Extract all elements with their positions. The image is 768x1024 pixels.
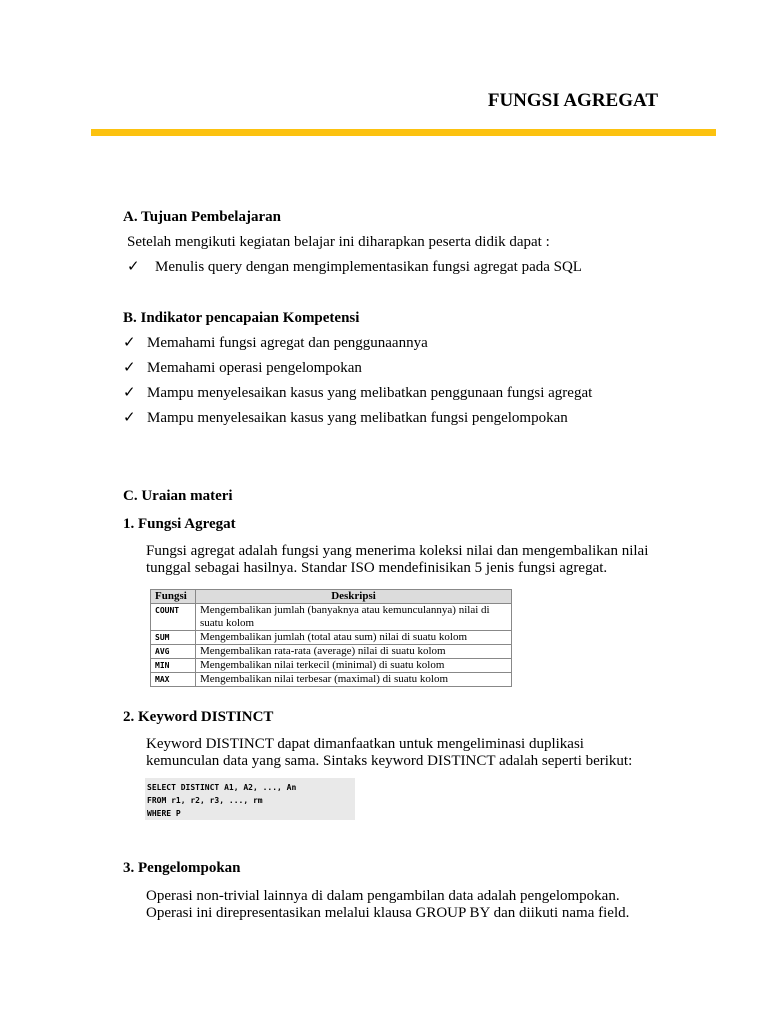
section-a-item [127, 259, 582, 276]
function-description-cell: Mengembalikan jumlah (banyaknya atau kemunculannya) nilai di suatu kolom [196, 604, 512, 631]
section-b-item-text: Memahami fungsi agregat dan penggunaannya [147, 335, 428, 351]
table-row [151, 673, 512, 687]
section-b-item [123, 385, 592, 402]
subsection-1-para-line2: tunggal sebagai hasilnya. Standar ISO mendefinisikan 5 jenis fungsi agregat. [146, 560, 608, 576]
checkmark-icon: ✓ [127, 259, 140, 275]
subsection-1-heading: 1. Fungsi Agregat [123, 516, 236, 532]
sql-syntax-block [145, 778, 355, 820]
table-row [151, 645, 512, 659]
table-header-row [151, 590, 512, 604]
table-row [151, 631, 512, 645]
section-a-heading: A. Tujuan Pembelajaran [123, 209, 281, 225]
checkmark-icon: ✓ [123, 360, 136, 376]
section-b-item-text: Mampu menyelesaikan kasus yang melibatkan penggunaan fungsi agregat [147, 385, 593, 401]
function-name-cell: MIN [151, 659, 196, 673]
checkmark-icon: ✓ [123, 385, 136, 401]
table-row [151, 604, 512, 631]
section-a-item-text: Menulis query dengan mengimplementasikan fungsi agregat pada SQL [155, 259, 582, 275]
section-a-intro: Setelah mengikuti kegiatan belajar ini diharapkan peserta didik dapat : [127, 234, 550, 250]
function-name-cell: MAX [151, 673, 196, 687]
table-row [151, 659, 512, 673]
section-b-item-text: Memahami operasi pengelompokan [147, 360, 362, 376]
function-name-cell: COUNT [151, 604, 196, 631]
checkmark-icon: ✓ [123, 335, 136, 351]
sql-line: SELECT DISTINCT A1, A2, ..., An [147, 783, 297, 792]
subsection-2-heading: 2. Keyword DISTINCT [123, 709, 274, 725]
subsection-3-para-line1: Operasi non-trivial lainnya di dalam pengambilan data adalah pengelompokan. [146, 888, 620, 904]
sql-line: WHERE P [147, 809, 181, 818]
sql-line: FROM r1, r2, r3, ..., rm [147, 796, 263, 805]
subsection-1-para-line1: Fungsi agregat adalah fungsi yang menerima koleksi nilai dan mengembalikan nilai [146, 543, 649, 559]
function-description-cell: Mengembalikan jumlah (total atau sum) nilai di suatu kolom [196, 631, 512, 645]
subsection-2-para-line1: Keyword DISTINCT dapat dimanfaatkan untuk mengeliminasi duplikasi [146, 736, 584, 752]
checkmark-icon: ✓ [123, 410, 136, 426]
subsection-2-para-line2: kemunculan data yang sama. Sintaks keyword DISTINCT adalah seperti berikut: [146, 753, 633, 769]
function-description-cell: Mengembalikan nilai terbesar (maximal) di suatu kolom [196, 673, 512, 687]
subsection-3-heading: 3. Pengelompokan [123, 860, 241, 876]
section-b-item-text: Mampu menyelesaikan kasus yang melibatkan fungsi pengelompokan [147, 410, 568, 426]
function-name-cell: SUM [151, 631, 196, 645]
section-b-item [123, 410, 568, 427]
column-header-fungsi: Fungsi [151, 590, 196, 604]
page-title: FUNGSI AGREGAT [487, 90, 658, 111]
function-description-cell: Mengembalikan rata-rata (average) nilai di suatu kolom [196, 645, 512, 659]
subsection-3-para-line2: Operasi ini direpresentasikan melalui klausa GROUP BY dan diikuti nama field. [146, 905, 630, 921]
section-b-heading: B. Indikator pencapaian Kompetensi [123, 310, 360, 326]
aggregate-functions-table [150, 589, 512, 687]
column-header-deskripsi: Deskripsi [196, 590, 512, 604]
function-name-cell: AVG [151, 645, 196, 659]
title-underline [91, 129, 716, 136]
function-description-cell: Mengembalikan nilai terkecil (minimal) di suatu kolom [196, 659, 512, 673]
section-b-item [123, 360, 362, 377]
section-b-item [123, 335, 428, 352]
section-c-heading: C. Uraian materi [123, 488, 233, 504]
